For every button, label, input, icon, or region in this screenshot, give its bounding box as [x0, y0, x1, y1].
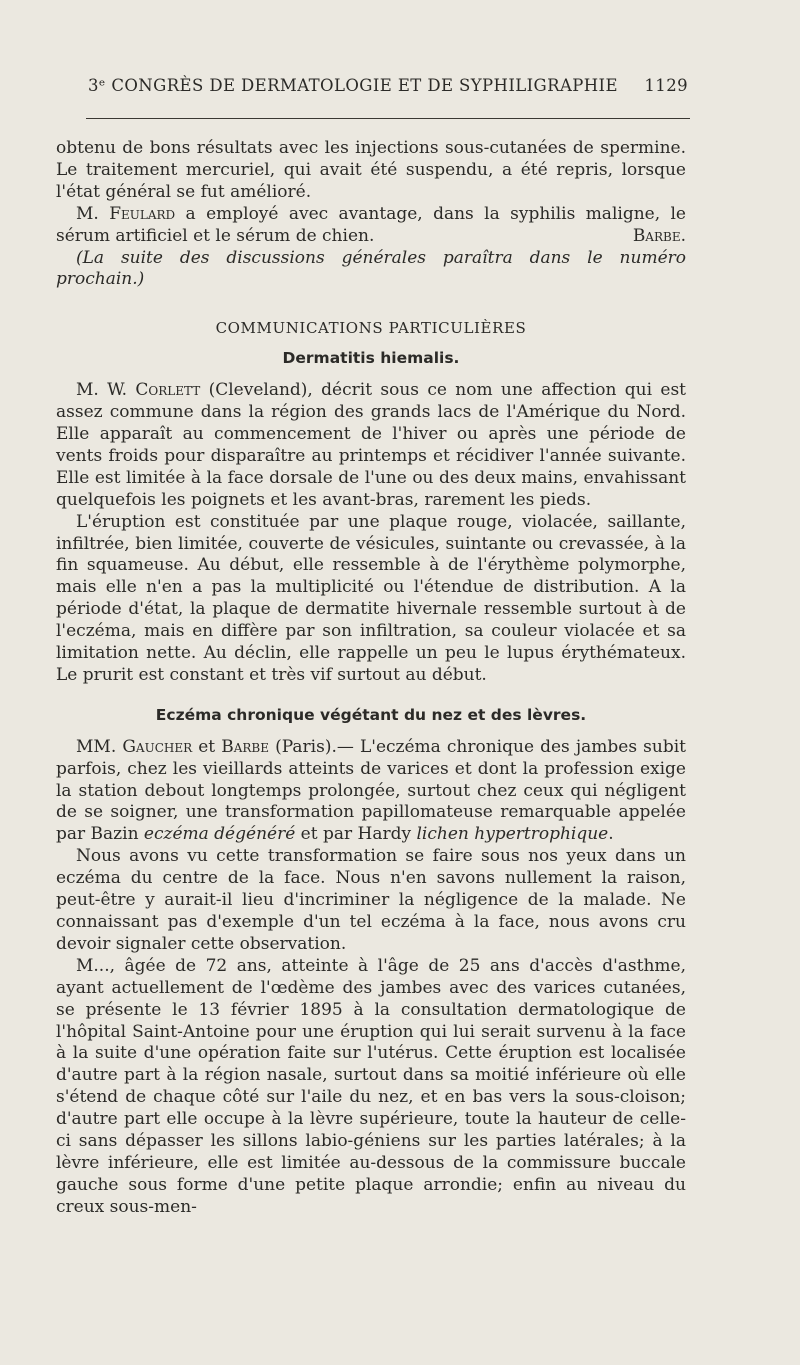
- article-title-eczema: Eczéma chronique végétant du nez et des lèvres.: [155, 705, 587, 724]
- page-body: [56, 138, 686, 1219]
- article1-p1-text: (Cleveland), décrit sous ce nom une affection qui est assez commune dans la région des grands lacs de l'Amérique du Nord. Elle apparaît au commencement de l'hiver ou après une période de vents froids pour disparaître au printemps et récidiver l'année suivante. Elle est limitée à la face dorsale de l'une ou des deux mains, envahissant quelquefois les poignets et les avant-bras, rarement les pieds.: [56, 380, 687, 510]
- term-eczema-degenere: eczéma dégénéré: [143, 824, 296, 845]
- article2-p1-end: .: [608, 824, 614, 845]
- section-title: COMMUNICATIONS PARTICULIÈRES: [215, 319, 527, 338]
- article2-paragraph-1: [56, 737, 686, 847]
- article2-p1-mid: et par Hardy: [295, 824, 417, 845]
- author-gaucher: Gaucher: [122, 736, 193, 757]
- running-title: 3ᵉ CONGRÈS DE DERMATOLOGIE ET DE SYPHILIGRAPHIE: [88, 76, 618, 95]
- intro-paragraph-1: obtenu de bons résultats avec les injections sous-cutanées de spermine. Le traitement mercuriel, qui avait été suspendu, a été repris, lorsque l'état général se fut amélioré.: [56, 138, 686, 202]
- article-title-dermatitis: Dermatitis hiemalis.: [282, 349, 460, 368]
- page-number: 1129: [644, 76, 688, 95]
- intro-paragraph-2: [56, 204, 686, 248]
- article2-p1-and: et: [192, 736, 222, 757]
- continuation-note: (La suite des discussions générales paraîtra dans le numéro prochain.): [56, 247, 686, 290]
- intro-p2-prefix: M.: [76, 203, 110, 224]
- header-rule: [86, 118, 690, 119]
- article1-paragraph-2: L'éruption est constituée par une plaque rouge, violacée, saillante, infiltrée, bien limitée, couverte de vésicules, suintante ou crevassée, à la fin squameuse. Au début, elle ressemble à de l'érythème polymorphe, mais elle n'en a pas la multiplicité ou l'étendue de distribution. A la période d'état, la plaque de dermatite hivernale ressemble surtout à de l'eczéma, mais en diffère par son infiltration, sa couleur violacée et sa limitation nette. Au déclin, elle rappelle un peu le lupus érythémateux. Le prurit est constant et très vif surtout au début.: [56, 511, 686, 685]
- article1-p1-prefix: M. W.: [76, 380, 136, 401]
- author-corlett: Corlett: [135, 380, 201, 401]
- article2-paragraph-3: M..., âgée de 72 ans, atteinte à l'âge de 25 ans d'accès d'asthme, ayant actuellement de l'œdème des jambes avec des varices cutanées, se présente le 13 février 1895 à la consultation dermatologique de l'hôpital Saint-Antoine pour une éruption qui lui serait survenu à la face à la suite d'une opération faite sur l'utérus. Cette éruption est localisée d'autre part à la région nasale, surtout dans sa moitié inférieure où elle s'étend de chaque côté sur l'aile du nez, et en bas vers la sous-cloison; d'autre part elle occupe à la lèvre supérieure, toute la hauteur de celle-ci sans dépasser les sillons labio-géniens sur les parties latérales; à la lèvre inférieure, elle est limitée au-dessous de la commissure buccale gauche sous forme d'une petite plaque arrondie; enfin au niveau du creux sous-men-: [56, 955, 686, 1217]
- article2-p1-prefix: MM.: [76, 736, 123, 757]
- article1-paragraph-1: [56, 380, 686, 511]
- author-barbe: Barbe: [221, 736, 270, 757]
- author-feulard: Feulard: [109, 203, 176, 224]
- article2-paragraph-2: Nous avons vu cette transformation se faire sous nos yeux dans un eczéma du centre de la face. Nous n'en savons nullement la raison, peut-être y aurait-il lieu d'incriminer la négligence de la malade. Ne connaissant pas d'exemple d'un tel eczéma à la face, nous avons cru devoir signaler cette observation.: [56, 846, 686, 954]
- article2-p1-text: (Paris).— L'eczéma chronique des jambes subit parfois, chez les vieillards atteints de varices et dont la profession exige la station debout longtemps prolongée, surtout chez ceux qui négligent de se soigner, une transformation papillomateuse remarquable appelée par Bazin: [56, 736, 686, 845]
- term-lichen-hypertrophique: lichen hypertrophique: [416, 824, 609, 845]
- intro-p2-text: a employé avec avantage, dans la syphilis maligne, le sérum artificiel et le sérum de chien.: [56, 203, 686, 246]
- signature-barbe: Barbe.: [632, 225, 686, 246]
- running-header: [88, 76, 688, 95]
